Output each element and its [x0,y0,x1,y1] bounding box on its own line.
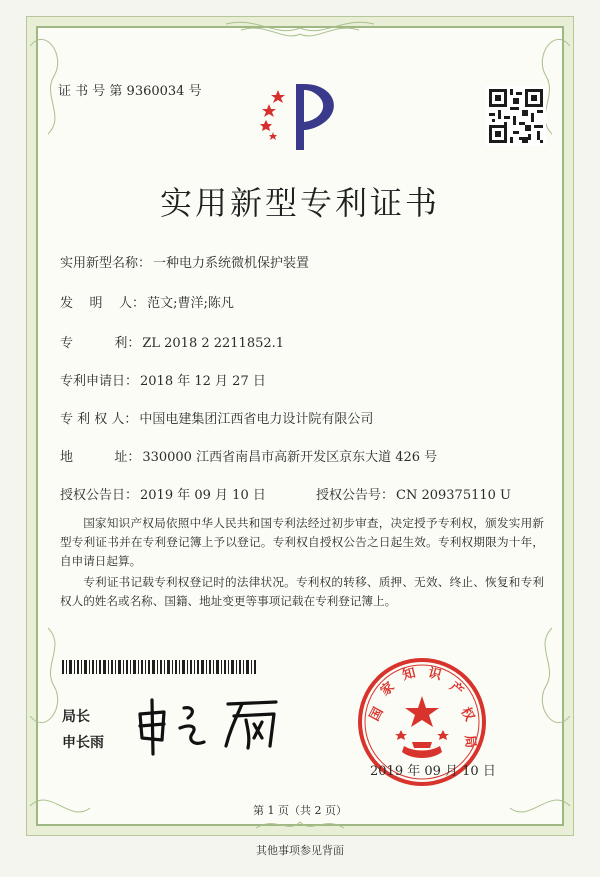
body-paragraph-1: 国家知识产权局依照中华人民共和国专利法经过初步审查，决定授予专利权，颁发实用新型专利证书并在专利登记簿上予以登记。专利权自授权公告之日起生效。专利权期限为十年，自申请日起算。 [60,516,544,568]
grant-date-label: 授权公告日： [60,488,139,503]
address-label: 地 址： [60,450,141,465]
barcode [62,660,258,674]
svg-text:产: 产 [446,679,467,700]
svg-text:家: 家 [377,679,398,700]
inventors-label: 发 明 人： [60,296,146,311]
svg-text:权: 权 [457,705,477,724]
svg-text:国: 国 [367,705,387,724]
body-paragraph-2: 专利证书记载专利权登记时的法律状况。专利权的转移、质押、无效、终止、恢复和专利权人的姓名或名称、国籍、地址变更等事项记载在专利登记簿上。 [60,575,544,608]
director-name: 申长雨 [62,735,104,751]
utility-model-name-label: 实用新型名称： [60,256,152,271]
svg-text:知: 知 [401,665,418,684]
address-value: 330000 江西省南昌市高新开发区京东大道 426 号 [142,450,438,465]
utility-model-name-value: 一种电力系统微机保护装置 [153,256,310,271]
svg-text:识: 识 [426,665,443,684]
handwritten-signature [130,694,290,758]
grant-date-row [60,484,266,503]
patentee-row [60,408,373,427]
inventors-value: 范文;曹洋;陈凡 [147,296,234,311]
certificate-number-label: 证 书 号 第 [58,84,123,99]
certificate-number-suffix: 号 [188,84,202,99]
cnipa-logo [256,80,348,154]
patent-number-label: 专 利： [60,336,141,351]
page-number: 第 1 页（共 2 页） [253,804,347,817]
certificate-number: 9360034 [126,84,185,99]
grant-number-row [316,484,511,503]
utility-model-name-row [60,252,309,271]
grant-date-value: 2019 年 09 月 10 日 [140,488,266,503]
director-title: 局长 [62,709,90,725]
certificate-number-line [58,80,202,99]
qr-code [486,86,546,146]
seal-date: 2019 年 09 月 10 日 [370,764,496,779]
address-row [60,446,437,465]
svg-text:局: 局 [461,734,478,749]
patentee-label: 专 利 权 人： [60,412,138,427]
grant-number-value: CN 209375110 U [396,488,511,503]
certificate-title: 实用新型专利证书 [159,184,440,222]
filing-date-label: 专利申请日： [60,374,139,389]
inventors-row [60,292,234,311]
filing-date-value: 2018 年 12 月 27 日 [140,374,266,389]
patent-number-value: ZL 2018 2 2211852.1 [142,336,285,351]
patent-number-row [60,332,284,351]
grant-number-label: 授权公告号： [316,488,395,503]
filing-date-row [60,370,266,389]
patentee-value: 中国电建集团江西省电力设计院有限公司 [139,412,374,427]
footer-note: 其他事项参见背面 [256,844,344,857]
